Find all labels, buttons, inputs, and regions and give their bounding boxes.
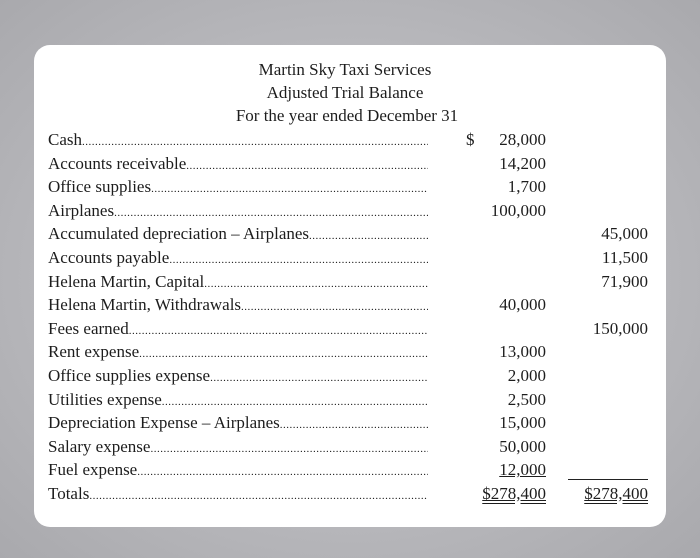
account-name: Accounts receivable ..... [48, 153, 428, 177]
total-debit: $278,400 [482, 484, 546, 503]
debit-amount: 100,000 [490, 200, 546, 220]
debit-amount: 40,000 [499, 295, 546, 315]
account-name: Fees earned ..... [48, 318, 428, 342]
statement-title: Adjusted Trial Balance [266, 83, 424, 102]
account-name: Helena Martin, Capital ..... [48, 271, 428, 295]
statement-period: For the year ended December 31 [235, 106, 459, 125]
total-credit: $278,400 [584, 484, 648, 503]
account-name: Cash ..... [48, 129, 428, 153]
totals-label: Totals ..... [48, 483, 428, 507]
account-name: Salary expense ..... [48, 436, 428, 460]
account-name: Utilities expense ..... [48, 389, 428, 413]
debit-amount: 28,000 [499, 130, 546, 149]
debit-amount: 2,000 [507, 366, 546, 385]
account-name: Office supplies expense ..... [48, 365, 428, 389]
debit-amount: 15,000 [499, 413, 546, 433]
account-name: Depreciation Expense – Airplanes ..... [48, 412, 428, 436]
account-name: Fuel expense ..... [48, 459, 428, 483]
credit-amount: 11,500 [601, 248, 648, 267]
account-name: Office supplies ..... [48, 176, 428, 200]
debit-amount: 50,000 [499, 436, 546, 456]
credit-amount: 71,900 [601, 271, 648, 291]
debit-amount: 1,700 [507, 177, 546, 197]
company-name: Martin Sky Taxi Services [258, 60, 432, 79]
account-name: Rent expense ..... [48, 341, 428, 365]
account-name: Helena Martin, Withdrawals ..... [48, 294, 428, 318]
debit-amount: 2,500 [507, 389, 546, 409]
account-name: Accounts payable ..... [48, 247, 428, 271]
credit-subtotal-rule [568, 479, 648, 480]
credit-amount: 45,000 [601, 224, 648, 244]
currency-symbol: $ [466, 130, 475, 149]
account-name: Accumulated depreciation – Airplanes ..... [48, 223, 428, 247]
debit-amount: 14,200 [499, 153, 546, 173]
debit-amount: 12,000 [499, 460, 546, 480]
debit-amount: 13,000 [499, 342, 546, 362]
account-name: Airplanes ..... [48, 200, 428, 224]
credit-amount: 150,000 [592, 318, 648, 338]
